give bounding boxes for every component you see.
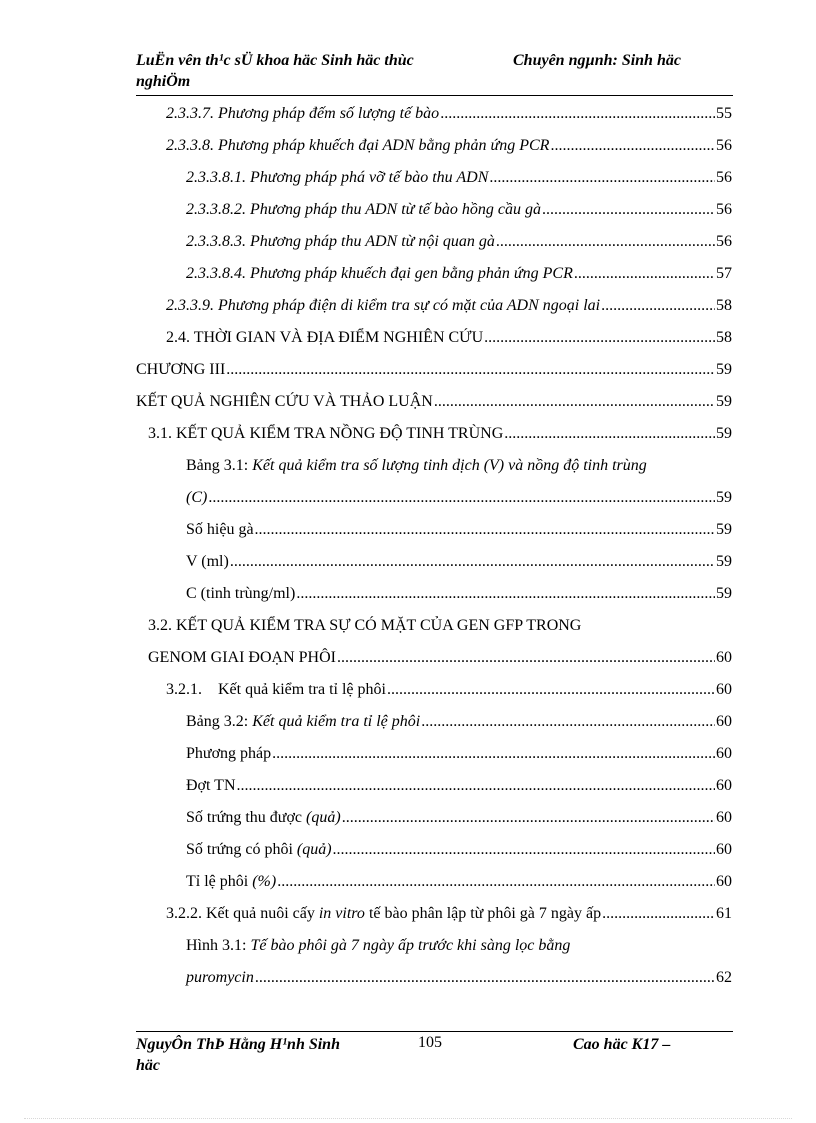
toc-entry[interactable] xyxy=(186,226,732,258)
toc-entry-title xyxy=(186,866,276,898)
unit-label: (quả) xyxy=(306,809,341,826)
toc-leader xyxy=(272,738,715,770)
toc-leader xyxy=(434,386,715,418)
toc-entry-title xyxy=(166,898,601,930)
toc-entry[interactable] xyxy=(186,546,732,578)
toc-page-number: 60 xyxy=(716,841,732,858)
toc-leader xyxy=(440,98,715,130)
toc-page-number: 61 xyxy=(716,905,732,922)
table-caption-text: Kết quả kiểm tra tỉ lệ phôi xyxy=(252,713,421,730)
toc-page-number: 56 xyxy=(716,201,732,218)
toc-entry-title: Đợt TN xyxy=(186,777,236,794)
toc-entry[interactable] xyxy=(166,98,732,130)
toc-page-number: 60 xyxy=(716,777,732,794)
toc-entry-title: Tế bào phôi gà 7 ngày ấp trước khi sàng lọc bằng xyxy=(250,937,571,954)
toc-leader xyxy=(387,674,715,706)
table-caption-label: Bảng 3.1: xyxy=(186,457,249,474)
toc-page-number: 59 xyxy=(716,553,732,570)
toc-entry-title: 2.3.3.8. Phương pháp khuếch đại ADN bằng phản ứng PCR xyxy=(166,137,550,154)
toc-entry[interactable] xyxy=(166,290,732,322)
toc-entry-title: 2.3.3.8.3. Phương pháp thu ADN từ nội quan gà xyxy=(186,233,495,250)
toc-entry-title xyxy=(186,834,332,866)
toc-entry[interactable] xyxy=(166,674,732,706)
toc-entry-title: CHƯƠNG III xyxy=(136,361,226,378)
toc-entry-title: C (tinh trùng/ml) xyxy=(186,585,296,602)
toc-page-number: 62 xyxy=(716,969,732,986)
toc-entry-text: Số trứng thu được xyxy=(186,809,303,826)
toc-leader xyxy=(296,578,715,610)
toc-page-number: 57 xyxy=(716,265,732,282)
toc-entry-text-rest: tế bào phân lập từ phôi gà 7 ngày ấp xyxy=(368,905,602,922)
toc-entry[interactable] xyxy=(166,898,732,930)
toc-entry-title: (C) xyxy=(186,489,208,506)
toc-entry-text: Số trứng có phôi xyxy=(186,841,293,858)
toc-entry[interactable] xyxy=(186,802,732,834)
toc-page-number: 60 xyxy=(716,873,732,890)
toc-entry-title xyxy=(186,706,420,738)
toc-leader xyxy=(484,322,715,354)
toc-entry[interactable] xyxy=(148,418,732,450)
page-number: 105 xyxy=(418,1034,442,1051)
toc-entry[interactable] xyxy=(186,162,732,194)
toc-leader xyxy=(255,514,715,546)
toc-entry[interactable] xyxy=(166,322,732,354)
toc-leader xyxy=(550,130,715,162)
toc-entry[interactable] xyxy=(186,866,732,898)
toc-entry-title: GENOM GIAI ĐOẠN PHÔI xyxy=(148,649,336,666)
page-footer-right: Cao häc K17 – xyxy=(573,1036,671,1053)
toc-leader xyxy=(337,642,715,674)
italic-term: in vitro xyxy=(318,905,365,922)
toc-entry[interactable] xyxy=(186,258,732,290)
toc-page-number: 59 xyxy=(716,521,732,538)
toc-entry[interactable] xyxy=(148,610,581,642)
toc-entry[interactable] xyxy=(186,738,732,770)
toc-entry-title: puromycin xyxy=(186,969,254,986)
toc-entry[interactable] xyxy=(186,706,732,738)
toc-leader xyxy=(277,866,715,898)
toc-page-number: 59 xyxy=(716,585,732,602)
toc-entry-title: KẾT QUẢ NGHIÊN CỨU VÀ THẢO LUẬN xyxy=(136,393,433,410)
toc-leader xyxy=(504,418,715,450)
unit-label: (%) xyxy=(252,873,277,890)
toc-page-number: 56 xyxy=(716,169,732,186)
toc-page-number: 60 xyxy=(716,649,732,666)
toc-leader xyxy=(342,802,715,834)
toc-page-number: 58 xyxy=(716,329,732,346)
toc-entry[interactable] xyxy=(186,482,732,514)
toc-entry-title: 3.2. KẾT QUẢ KIỂM TRA SỰ CÓ MẶT CỦA GEN GFP TRONG xyxy=(148,617,582,634)
toc-leader xyxy=(230,546,715,578)
toc-entry-title: 2.4. THỜI GIAN VÀ ĐỊA ĐIỂM NGHIÊN CỨU xyxy=(166,329,484,346)
unit-label: (quả) xyxy=(296,841,332,858)
toc-entry[interactable] xyxy=(186,834,732,866)
toc-entry[interactable] xyxy=(186,770,732,802)
toc-page-number: 55 xyxy=(716,105,732,122)
toc-entry-text: 3.2.2. Kết quả nuôi cấy xyxy=(166,905,315,922)
header-rule xyxy=(136,95,733,96)
toc-leader xyxy=(421,706,715,738)
toc-leader xyxy=(601,290,715,322)
toc-page-number: 59 xyxy=(716,489,732,506)
toc-leader xyxy=(333,834,715,866)
toc-leader xyxy=(602,898,715,930)
toc-leader xyxy=(237,770,716,802)
figure-caption-label: Hình 3.1: xyxy=(186,937,247,954)
page-header-left: LuËn vên th¹c sÜ khoa häc Sinh häc thùc nghiÖm xyxy=(136,52,414,90)
toc-page-number: 58 xyxy=(716,297,732,314)
toc-entry[interactable] xyxy=(186,194,732,226)
page-footer-left: NguyÔn ThÞ Hằng H¹nh Sinh häc xyxy=(136,1036,340,1074)
toc-entry-title: 2.3.3.8.1. Phương pháp phá vỡ tế bào thu ADN xyxy=(186,169,489,186)
toc-entry-title: Số hiệu gà xyxy=(186,521,254,538)
toc-page-number: 59 xyxy=(716,425,732,442)
toc-page-number: 60 xyxy=(716,809,732,826)
toc-leader xyxy=(208,482,715,514)
toc-entry[interactable] xyxy=(136,354,732,386)
toc-entry-title: 2.3.3.8.2. Phương pháp thu ADN từ tế bào hồng cầu gà xyxy=(186,201,542,218)
toc-leader xyxy=(496,226,715,258)
toc-entry-title: V (ml) xyxy=(186,553,229,570)
table-caption-label: Bảng 3.2: xyxy=(186,713,249,730)
toc-leader xyxy=(542,194,715,226)
toc-entry-title: 2.3.3.8.4. Phương pháp khuếch đại gen bằng phản ứng PCR xyxy=(186,265,573,282)
toc-entry[interactable] xyxy=(136,386,732,418)
toc-entry-title: 2.3.3.9. Phương pháp điện di kiểm tra sự có mặt của ADN ngoại lai xyxy=(166,297,601,314)
page-separator xyxy=(24,1118,792,1119)
toc-entry-text: Tỉ lệ phôi xyxy=(186,873,249,890)
toc-page-number: 59 xyxy=(716,361,732,378)
toc-entry[interactable] xyxy=(166,130,732,162)
toc-entry[interactable] xyxy=(148,642,732,674)
toc-leader xyxy=(489,162,715,194)
toc-entry-title xyxy=(186,802,341,834)
toc-leader xyxy=(255,962,715,994)
toc-page-number: 60 xyxy=(716,713,732,730)
page-header-right: Chuyên ngµnh: Sinh häc xyxy=(513,52,681,69)
toc-page-number: 56 xyxy=(716,137,732,154)
toc-entry[interactable] xyxy=(186,578,732,610)
toc-leader xyxy=(226,354,715,386)
toc-page-number: 60 xyxy=(716,681,732,698)
toc-entry-title: 3.2.1. Kết quả kiểm tra tỉ lệ phôi xyxy=(166,681,386,698)
toc-entry[interactable] xyxy=(186,450,647,482)
toc-page-number: 59 xyxy=(716,393,732,410)
toc-entry[interactable] xyxy=(186,930,570,962)
toc-leader xyxy=(574,258,715,290)
toc-entry-title: Kết quả kiểm tra số lượng tinh dịch (V) và nồng độ tinh trùng xyxy=(252,457,647,474)
toc-page-number: 56 xyxy=(716,233,732,250)
toc-entry-title: Phương pháp xyxy=(186,745,272,762)
toc-entry[interactable] xyxy=(186,514,732,546)
toc-entry[interactable] xyxy=(186,962,732,994)
toc-entry-title: 2.3.3.7. Phương pháp đếm số lượng tế bào xyxy=(166,105,440,122)
toc-entry-title: 3.1. KẾT QUẢ KIỂM TRA NỒNG ĐỘ TINH TRÙNG xyxy=(148,425,504,442)
toc-page-number: 60 xyxy=(716,745,732,762)
